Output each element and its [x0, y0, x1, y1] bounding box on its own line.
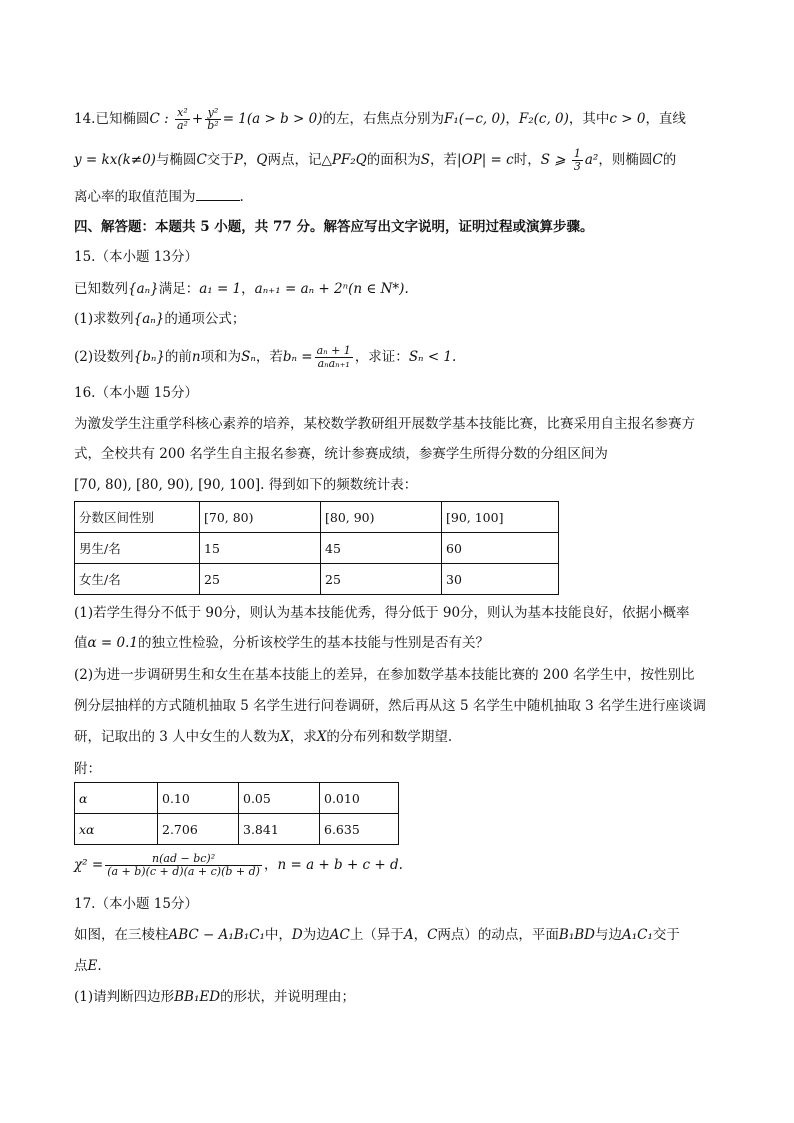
table-header-cell: [70, 80) [200, 502, 321, 533]
alpha-value: α = 0.1 [87, 635, 138, 651]
q14-line-2 [74, 148, 676, 173]
q14-text: . [239, 189, 244, 205]
q14-text: 时， [513, 152, 541, 168]
q14-text: ，其中 [568, 111, 610, 127]
q17-text: 的形状，并说明理由； [220, 989, 356, 1005]
q17-text: 点 [74, 958, 88, 974]
focus-f2: F₂(c, 0) [518, 111, 569, 127]
math-var: S [420, 152, 431, 168]
table-cell: 15 [200, 533, 321, 564]
q17-text: 中， [264, 927, 292, 943]
ellipse-equation: C : $\frac{\text{x²}}{\text{a²}}$ + $\frac{\text{y²}}{\text{b²}}$ = 1(a > b > 0) [149, 106, 323, 132]
q17-text: . [97, 958, 102, 974]
critical-value-table [74, 782, 399, 845]
chi-square-symbol: χ² = [74, 857, 104, 873]
q15-part-2 [74, 345, 456, 370]
q17-text: 两点）的动点，平面 [437, 927, 559, 943]
table-row [75, 783, 399, 814]
math-var: C [652, 152, 663, 168]
q14-text: ， [505, 111, 519, 127]
q17-title: 17.（本小题 15分） [74, 896, 198, 912]
table-header-cell: 分数区间性别 [75, 502, 200, 533]
math-var: D [291, 927, 303, 943]
math-var: C [196, 152, 207, 168]
table-cell: 25 [321, 564, 442, 595]
q14-line-3 [74, 186, 244, 207]
q14-text: 14.已知椭圆 [74, 111, 150, 127]
table-cell: 30 [442, 564, 559, 595]
q14-text: 两点，记 [267, 152, 322, 168]
table-row [75, 533, 559, 564]
q14-text: ，若 [430, 152, 458, 168]
q14-line-1 [74, 107, 686, 132]
q15-title: 15.（本小题 13分） [74, 249, 198, 265]
q15-text: 项和为 [200, 349, 242, 365]
q14-text: 离心率的取值范围为 [74, 189, 196, 205]
sequence-bn: {bₙ} [133, 349, 165, 365]
prism: ABC − A₁B₁C₁ [168, 927, 265, 943]
plane: B₁BD [558, 927, 595, 943]
q16-part-1-line-1: (1)若学生得分不低于 90分，则认为基本技能优秀，得分低于 90分，则认为基本技能良好，依据小概率 [74, 605, 690, 621]
q14-text: 的左，右焦点分别为 [322, 111, 444, 127]
q14-text: 交于 [206, 152, 234, 168]
q14-text: ，直线 [645, 111, 686, 127]
q15-text: 满足： [158, 281, 200, 297]
table-row [75, 564, 559, 595]
op-condition: |OP| = c [457, 152, 514, 168]
q16-part-1-line-2 [74, 633, 489, 653]
math-var: X [280, 729, 290, 745]
q17-text: 上（异于 [349, 927, 404, 943]
q16-para-line-1: 为激发学生注重学科核心素养的培养，某校数学教研组开展数学基本技能比赛，比赛采用自主报名参赛方 [74, 416, 695, 432]
table-header-cell: [90, 100] [442, 502, 559, 533]
table-cell: 25 [200, 564, 321, 595]
area-inequality: S ⩾ $\frac{1}{3}$ a² [540, 147, 599, 173]
recurrence: aₙ₊₁ = aₙ + 2ⁿ(n ∈ N*). [254, 281, 409, 297]
q14-text: ， [242, 152, 257, 168]
bn-def: bₙ = [282, 349, 313, 365]
answer-blank [196, 186, 240, 201]
q16-text: ， [263, 857, 278, 873]
math-var: A [403, 927, 414, 943]
quadrilateral: BB₁ED [174, 989, 221, 1005]
table-cell: 0.10 [158, 783, 239, 814]
q16-title: 16.（本小题 15分） [74, 385, 198, 401]
table-row [75, 814, 399, 845]
q15-text: ，求证： [354, 349, 409, 365]
math-var: n [191, 349, 201, 365]
table-cell: 女生/名 [75, 564, 200, 595]
table-header-cell: [80, 90) [321, 502, 442, 533]
math-var: C [427, 927, 438, 943]
q16-para-line-2: 式，全校共有 200 名学生自主报名参赛，统计参赛成绩，参赛学生所得分数的分组区间为 [74, 446, 608, 462]
q15-text: ， [241, 281, 255, 297]
q15-stem [74, 279, 409, 299]
math-var: P [233, 152, 243, 168]
math-var: X [316, 729, 327, 745]
q17-text: 与边 [594, 927, 622, 943]
c-positive: c > 0 [609, 111, 646, 127]
q17-text: (1)请判断四边形 [74, 989, 175, 1005]
table-cell: 3.841 [239, 814, 320, 845]
q14-text: 与椭圆 [155, 152, 197, 168]
table-header-row [75, 502, 559, 533]
math-var: Sₙ [241, 349, 256, 365]
q16-text: ，求 [289, 729, 317, 745]
table-cell: 6.635 [320, 814, 399, 845]
table-cell: α [75, 783, 158, 814]
line-equation: y = kx(k≠0) [74, 152, 156, 168]
bn-denominator: aₙaₙ₊₁ [317, 357, 350, 370]
table-cell: 45 [321, 533, 442, 564]
q16-text: 的分布列和数学期望. [326, 729, 453, 745]
chi-square-formula [74, 853, 403, 878]
appendix-label: 附： [74, 761, 101, 777]
q17-text: 交于 [652, 927, 680, 943]
q14-text: 的面积为 [366, 152, 421, 168]
table-cell: 0.010 [320, 783, 399, 814]
table-cell: 2.706 [158, 814, 239, 845]
chi-denominator: (a + b)(c + d)(a + c)(b + d) [107, 865, 260, 878]
q15-text: (1)求数列 [74, 311, 134, 327]
chi-fraction [105, 853, 262, 878]
q16-text: 的独立性检验，分析该校学生的基本技能与性别是否有关？ [137, 635, 489, 651]
sn-inequality: Sₙ < 1. [408, 349, 457, 365]
q15-text: 的前 [164, 349, 192, 365]
sequence-an: {aₙ} [133, 311, 165, 327]
q16-part-2-line-2: 例分层抽样的方式随机抽取 5 名学生进行问卷调研，然后再从这 5 名学生中随机抽取 3 名学生进行座谈调 [74, 698, 707, 714]
q14-text: ，则椭圆 [598, 152, 653, 168]
q17-stem-line-2 [74, 956, 102, 976]
q15-text: 的通项公式； [164, 311, 246, 327]
q16-part-2-line-3 [74, 727, 452, 747]
q15-text: (2)设数列 [74, 349, 134, 365]
table-cell: xα [75, 814, 158, 845]
q17-text: 为边 [302, 927, 330, 943]
q17-text: ， [413, 927, 428, 943]
q16-part-2-line-1: (2)为进一步调研男生和女生在基本技能上的差异，在参加数学基本技能比赛的 200 名学生中，按性别比 [74, 667, 695, 683]
q16-text: 值 [74, 635, 88, 651]
q17-part-1 [74, 987, 355, 1007]
q17-text: 如图，在三棱柱 [74, 927, 169, 943]
section-heading: 四、解答题：本题共 5 小题，共 77 分。解答应写出文字说明，证明过程或演算步骤。 [74, 219, 594, 235]
bn-numerator: aₙ + 1 [316, 344, 351, 357]
sequence-an: {aₙ} [128, 281, 159, 297]
chi-numerator: n(ad − bc)² [105, 853, 262, 866]
frequency-table [74, 501, 559, 595]
q16-text: 研，记取出的 3 人中女生的人数为 [74, 729, 281, 745]
math-var: AC [329, 927, 350, 943]
math-var: E [87, 958, 98, 974]
q15-text: 已知数列 [74, 281, 128, 297]
initial-term: a₁ = 1 [199, 281, 242, 297]
q16-para-line-3: [70, 80), [80, 90), [90, 100]. 得到如下的频数统计表： [74, 477, 418, 493]
table-cell: 60 [442, 533, 559, 564]
q14-text: 的 [662, 152, 677, 168]
bn-fraction [315, 345, 353, 370]
table-cell: 0.05 [239, 783, 320, 814]
q17-stem-line-1 [74, 925, 680, 945]
focus-f1: F₁(−c, 0) [443, 111, 506, 127]
table-cell: 男生/名 [75, 533, 200, 564]
math-var: Q [256, 152, 268, 168]
triangle: △PF₂Q [321, 152, 367, 168]
n-definition: n = a + b + c + d. [277, 857, 403, 873]
q15-part-1 [74, 309, 245, 329]
q15-text: ，若 [255, 349, 283, 365]
math-var: A₁C₁ [621, 927, 653, 943]
